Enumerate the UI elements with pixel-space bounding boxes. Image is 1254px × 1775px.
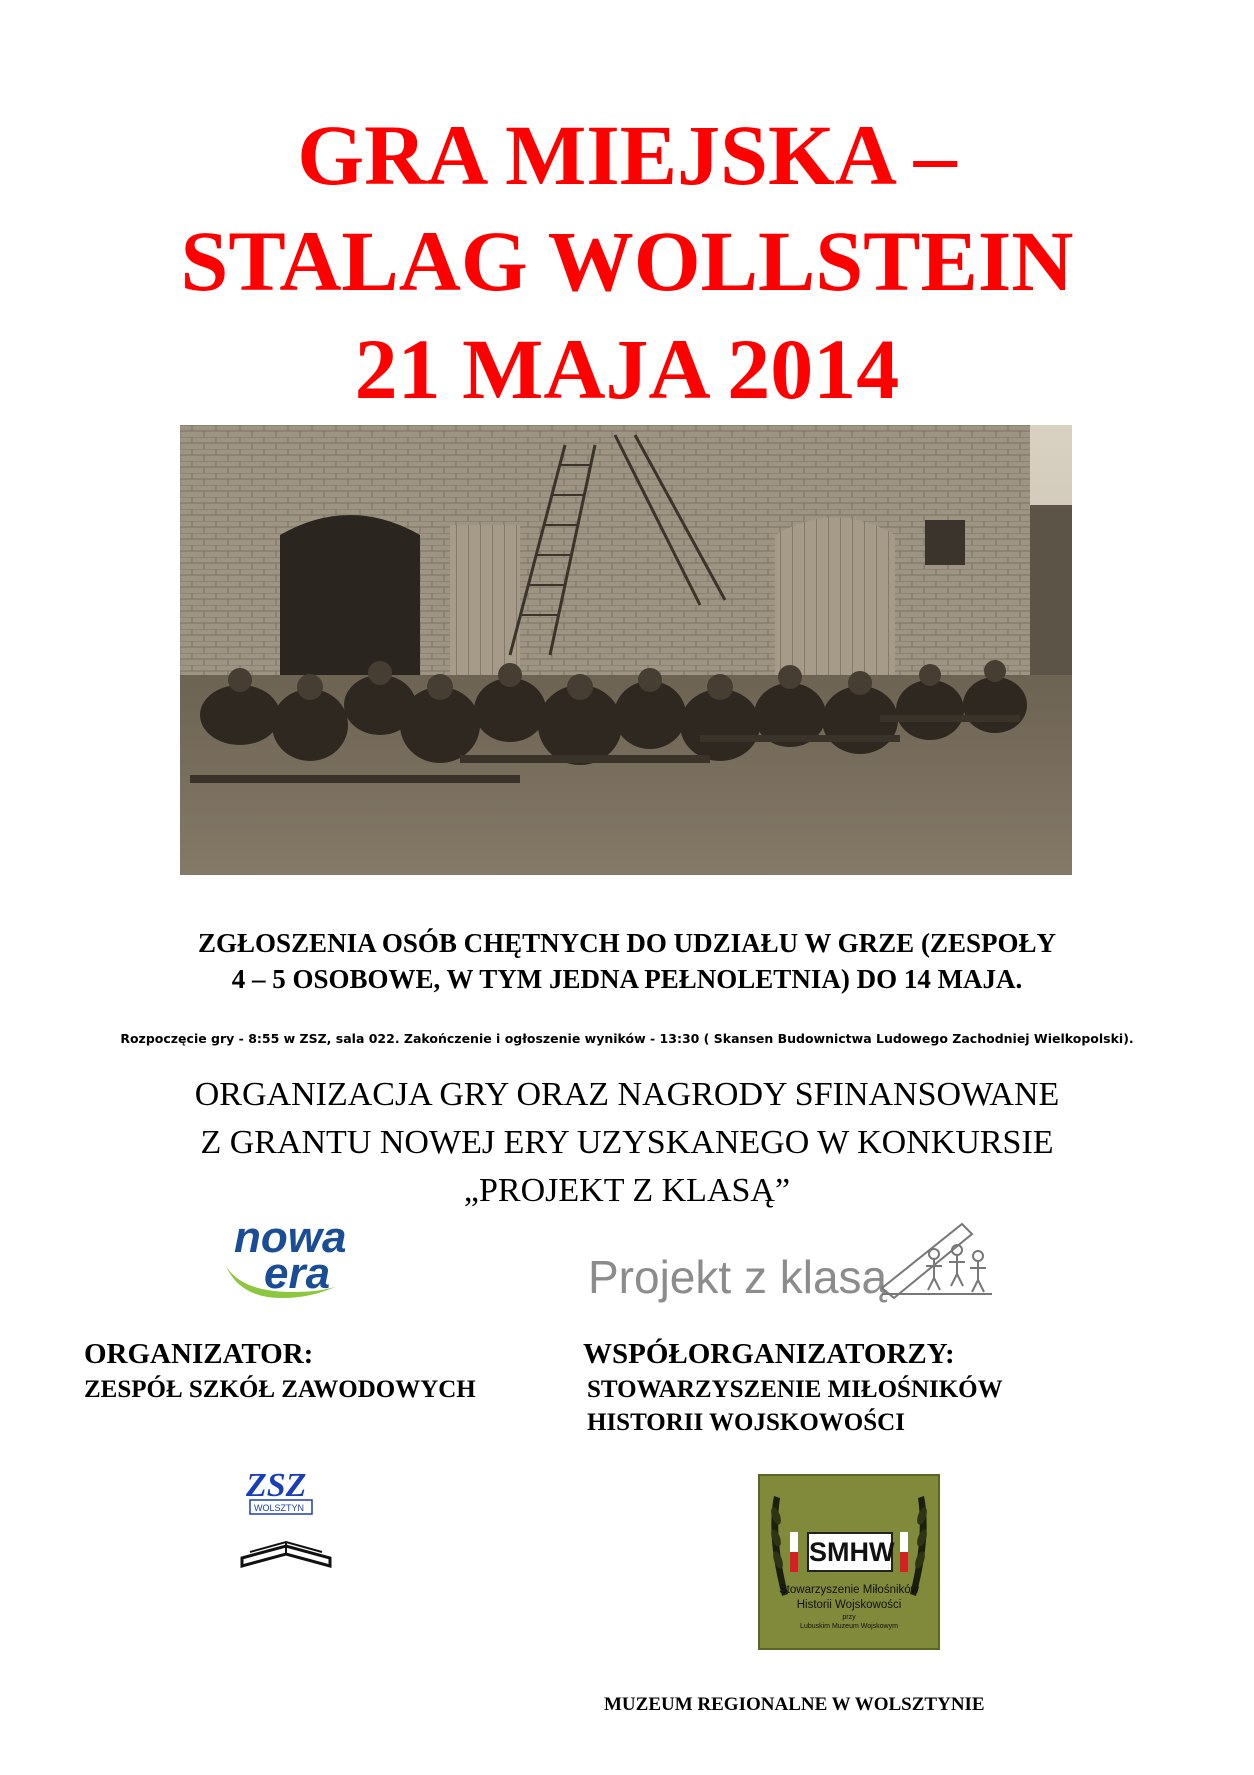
funding-line-3: „PROJEKT Z KLASĄ” bbox=[463, 1172, 791, 1209]
nowa-era-swoosh-icon bbox=[222, 1212, 362, 1302]
svg-text:WOLSZTYN: WOLSZTYN bbox=[254, 1503, 305, 1513]
title-line-3: 21 MAJA 2014 bbox=[354, 321, 900, 417]
projekt-z-klasa-text: Projekt z klasą bbox=[588, 1251, 888, 1303]
zsz-book-logo bbox=[238, 1462, 338, 1572]
organizer-name: ZESPÓŁ SZKÓŁ ZAWODOWYCH bbox=[84, 1376, 476, 1403]
nowa-era-logo bbox=[222, 1212, 362, 1302]
svg-text:ZSZ: ZSZ bbox=[246, 1467, 307, 1504]
smhw-name-line-3: przy bbox=[842, 1614, 856, 1621]
smhw-name-line-1: Stowarzyszenie Miłośników bbox=[779, 1584, 919, 1596]
smhw-name-line-2: Historii Wojskowości bbox=[796, 1599, 902, 1611]
title-line-1: GRA MIEJSKA – bbox=[297, 107, 957, 203]
nowa-era-word-1: nowa bbox=[234, 1213, 347, 1262]
co-organizers-name-line-1: STOWARZYSZENIE MIŁOŚNIKÓW bbox=[587, 1376, 1003, 1403]
smhw-abbreviation: SMHW bbox=[807, 1532, 893, 1572]
co-organizers-name-line-2: HISTORII WOJSKOWOŚCI bbox=[587, 1409, 905, 1436]
projekt-z-klasa-logo bbox=[582, 1216, 1002, 1306]
smhw-laurel-logo bbox=[758, 1474, 940, 1650]
nowa-era-word-2: era bbox=[264, 1249, 331, 1298]
historical-photo bbox=[180, 425, 1072, 875]
funding-line-1: ORGANIZACJA GRY ORAZ NAGRODY SFINANSOWANE bbox=[194, 1076, 1060, 1113]
schedule-text: Rozpoczęcie gry - 8:55 w ZSZ, sala 022. Zakończenie i ogłoszenie wyników - 13:30 ( Skansen Budownictwa Ludowego Zachodniej Wielkopolski). bbox=[120, 1031, 1134, 1046]
pencil-figures-icon bbox=[582, 1216, 1002, 1306]
co-organizers-heading: WSPÓŁORGANIZATORZY: bbox=[583, 1338, 955, 1370]
registration-line-2: 4 – 5 OSOBOWE, W TYM JEDNA PEŁNOLETNIA) DO 14 MAJA. bbox=[231, 964, 1023, 994]
organizer-heading: ORGANIZATOR: bbox=[84, 1338, 314, 1370]
registration-line-1: ZGŁOSZENIA OSÓB CHĘTNYCH DO UDZIAŁU W GRZE (ZESPOŁY bbox=[198, 928, 1056, 958]
smhw-name-line-4: Lubuskim Muzeum Wojskowym bbox=[800, 1623, 898, 1630]
funding-line-2: Z GRANTU NOWEJ ERY UZYSKANEGO W KONKURSIE bbox=[200, 1124, 1054, 1161]
title-line-2: STALAG WOLLSTEIN bbox=[180, 213, 1074, 309]
museum-name: MUZEUM REGIONALNE W WOLSZTYNIE bbox=[604, 1694, 985, 1715]
